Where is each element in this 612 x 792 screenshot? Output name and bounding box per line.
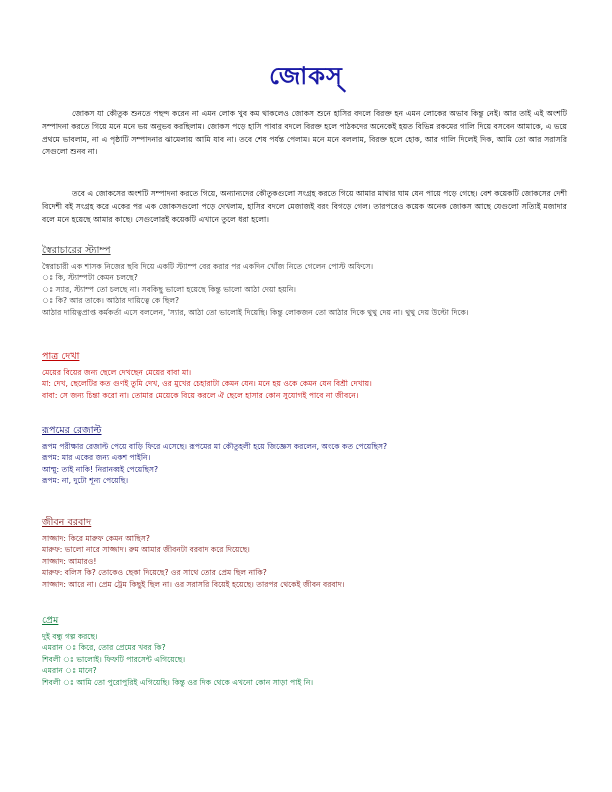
joke-section-love xyxy=(42,614,577,688)
joke-line: মারুফ: বলিস কি? তোকেও ছেকা দিয়েছে? ওর সাথে তোর প্রেম ছিল নাকি? xyxy=(42,568,267,578)
joke-line: শিবলী ঃ আমি তো পুরোপুরিই এগিয়েছি। কিন্তু ওর দিক থেকে এখনো কোন সাড়া পাই নি। xyxy=(42,677,314,687)
joke-line: ঃ কি? আর তাকে। আঠার দায়িত্বে কে ছিল? xyxy=(42,296,180,306)
joke-line: স্বৈরাচারী এক শাসক নিজের ছবি দিয়ে একটি স্ট্যাম্প বের করার পর একদিন খোঁজ নিতে গেলেন পোস্ট অফিসে। xyxy=(42,262,374,271)
joke-line: আঠার দায়িত্বপ্রাপ্ত কর্মকর্তা এসে বললেন, 'স্যার, আঠা তো ভালোই দিয়েছি। কিন্তু লোকজন তো আঠার দিকে থুথু দেয় না। থুথু দেয় উল্টো দিকে। xyxy=(42,307,469,317)
joke-section-life-ruined xyxy=(42,516,577,590)
page-title: জোকস্ xyxy=(269,62,343,90)
joke-line: রূপম: না, দুটো শূন্য পেয়েছি। xyxy=(42,476,129,486)
joke-line: শিবলী ঃ ভালোই। ফিফটি পারসেন্ট এগিয়েছে। xyxy=(42,654,186,664)
intro-paragraph-text: তবে এ জোকসের অংশটি সম্পাদনা করতে গিয়ে, অন্যান্যদের কৌতুকগুলো সংগ্রহ করতে গিয়ে আমার মাথার ঘাম যেন পায়ে পড়ে গেছে। বেশ কয়েকটি জোকসের দেশী বিদেশী বই সংগ্রহ করে একের পর এক জোকসগুলো পড়ে দেখলাম, হাসির বদলে মেজাজই বরং বিগড়ে গেল। তারপরেও কয়েক অনেক জোকস আছে যেগুলো সত্যিই মজাদার বলে মনে হয়েছে আমার কাছে। সেগুলোরই কয়েকটি এখানে তুলে ধরা হলো। xyxy=(42,189,567,224)
joke-section-stamp xyxy=(42,244,577,318)
intro-paragraph xyxy=(42,188,567,226)
joke-heading: জীবন বরবাদ xyxy=(42,517,92,528)
joke-line: ঃ কি, স্ট্যাম্পটা কেমন চলছে? xyxy=(42,273,138,283)
joke-line: সাজ্জাদ: কিরে মারুফ কেমন আছিস? xyxy=(42,534,150,543)
joke-line: বাবা: সে জন্য চিন্তা করো না। তোমার মেয়েকে বিয়ে করলে ঐ ছেলে হাসার কোন সুযোগই পাবে না জীবনে। xyxy=(42,390,359,400)
joke-heading: প্রেম xyxy=(42,615,59,626)
joke-line: রূপম পরীক্ষার রেজাল্ট পেয়ে বাড়ি ফিরে এসেছে। রূপমের মা কৌতুহলী হয়ে জিজ্ঞেস করলেন, অংকে কত পেয়েছিস? xyxy=(42,442,388,451)
joke-heading: পাত্র দেখা xyxy=(42,351,80,362)
joke-line: দুই বন্ধু গল্প করছে। xyxy=(42,632,98,641)
joke-line: ঃ স্যার, স্ট্যাম্প তো চলছে না। সবকিছু ভালো হয়েছে কিন্তু ভালো আঠা দেয়া হয়নি। xyxy=(42,284,296,294)
joke-line: আম্মু: তাই নাকি! নিরানব্বই পেয়েছিস? xyxy=(42,464,159,474)
intro-paragraph-text: জোকস যা কৌতুক শুনতে পছন্দ করেন না এমন লোক খুব কম থাকলেও জোকস শুনে হাসির বদলে বিরক্ত হন এমন লোকের অভাব কিন্তু নেই। আর তাই এই অংশটি সম্পাদনা করতে গিয়ে মনে মনে ভয় অনুভব করছিলাম। জোকস পড়ে হাসি পাবার বদলে বিরক্ত হলে পাঠকদের অনেকেই হয়ত বিভিন্ন রকমের গালি দিয়ে বসবেন আমাকে, এ ভয়ে প্রথমে ভাবলাম, না এ পৃষ্ঠাটি সম্পাদনার ঝামেলায় আমি যাব না। তবে শেষ পর্যন্ত পেলাম। মনে মনে বললাম, বিরক্ত হলে হোক, আর গালি দিলেই দিক, আমি তো আর সরাসরি সেগুলো শুনব না। xyxy=(42,109,567,157)
joke-line: মা: দেখ, ছেলেটির কত গুণই তুমি দেখ, ওর মুখের চেহারাটা কেমন যেন। মনে হয় ওকে কেমন যেন বিশ্রী দেখায়। xyxy=(42,379,372,389)
intro-paragraph xyxy=(42,108,567,159)
joke-line: রূপম: মার একের জন্য একশ পাইনি। xyxy=(42,453,151,463)
joke-line: এমরান ঃ কিরে, তোর প্রেমের খবর কি? xyxy=(42,643,166,653)
joke-line: সাজ্জাদ: আমারও! xyxy=(42,556,97,566)
joke-line: মারুফ: ভালো নারে সাজ্জাদ। রুম আমার জীবনটা বরবাদ করে দিয়েছে। xyxy=(42,545,250,555)
joke-heading: রূপমের রেজাল্ট xyxy=(42,425,102,436)
joke-heading: স্বৈরাচারের স্ট্যাম্প xyxy=(42,245,111,256)
joke-line: এমরান ঃ মানে? xyxy=(42,666,97,676)
joke-line: সাজ্জাদ: আরে না। প্রেম ট্রেম কিছুই ছিল না। ওর সরাসরি বিয়েই হয়েছে। তারপর থেকেই জীবন বরবাদ। xyxy=(42,579,345,589)
joke-line: মেয়ের বিয়ের জন্য ছেলে দেখছেন মেয়ের বাবা মা। xyxy=(42,368,192,377)
joke-section-bride-viewing xyxy=(42,350,577,401)
joke-section-result xyxy=(42,424,577,487)
